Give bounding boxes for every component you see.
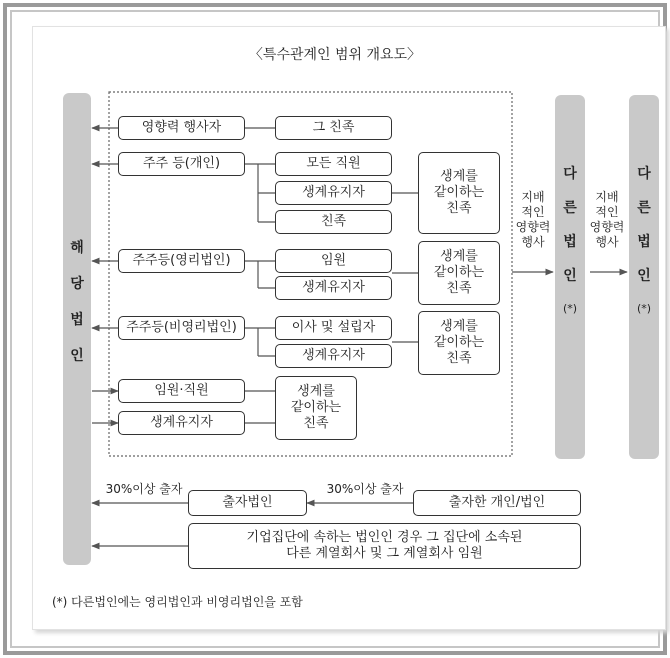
officers-box: 임원 [275, 249, 392, 273]
bar-char: 른 [563, 200, 577, 216]
dependents-b-box: 생계유지자 [275, 276, 392, 300]
bar-char: 해 [70, 240, 84, 256]
bar-char: 법 [637, 234, 651, 250]
directors-founders-box: 이사 및 설립자 [275, 316, 392, 340]
relatives-top-box: 그 친족 [275, 116, 392, 140]
dependents-c-box: 생계유지자 [275, 344, 392, 368]
bar-char: 법 [563, 234, 577, 250]
subject-corporation-bar [63, 93, 91, 565]
shared-living-relatives-box: 생계를 같이하는 친족 [418, 152, 500, 234]
bar-char: 인 [563, 268, 577, 284]
investor-box: 출자한 개인/법인 [413, 490, 581, 516]
bar-char: (*) [636, 302, 652, 315]
shareholder-individual-box: 주주 등(개인) [118, 152, 245, 176]
diagram-title: 〈특수관계인 범위 개요도〉 [248, 47, 422, 63]
shared-living-relatives-box: 생계를 같이하는 친족 [418, 311, 500, 375]
relatives-box: 친족 [275, 210, 392, 234]
investment-label-1: 30%이상 출자 [105, 482, 183, 496]
bar-char: (*) [562, 302, 578, 315]
other-corporation-bar-1 [555, 95, 585, 459]
shareholder-nonprofit-box: 주주등(비영리법인) [118, 316, 245, 340]
control-label-1: 지배 적인 영향력 행사 [515, 190, 551, 249]
all-staff-box: 모든 직원 [275, 152, 392, 176]
shareholder-profit-box: 주주등(영리법인) [118, 249, 245, 273]
investee-corporation-box: 출자법인 [188, 490, 307, 516]
bar-char: 법 [70, 312, 84, 328]
dependents-a-box: 생계유지자 [275, 181, 392, 205]
footnote: (*) 다른법인에는 영리법인과 비영리법인을 포함 [52, 595, 303, 609]
shared-living-relatives-box: 생계를 같이하는 친족 [418, 241, 500, 305]
bar-char: 른 [637, 200, 651, 216]
bar-char: 다 [637, 166, 651, 182]
other-corporation-bar-2 [629, 95, 659, 459]
bar-char: 인 [70, 348, 84, 364]
bar-char: 다 [563, 166, 577, 182]
bar-char: 인 [637, 268, 651, 284]
influencer-box: 영향력 행사자 [118, 116, 245, 140]
officers-staff-box: 임원·직원 [118, 379, 245, 403]
dependents-box: 생계유지자 [118, 411, 245, 435]
bar-char: 당 [70, 276, 84, 292]
shared-living-relatives-box: 생계를 같이하는 친족 [275, 376, 357, 440]
affiliate-group-box: 기업집단에 속하는 법인인 경우 그 집단에 소속된 다른 계열회사 및 그 계열회사 임원 [188, 523, 581, 569]
investment-label-2: 30%이상 출자 [326, 482, 404, 496]
control-label-2: 지배 적인 영향력 행사 [589, 190, 625, 249]
